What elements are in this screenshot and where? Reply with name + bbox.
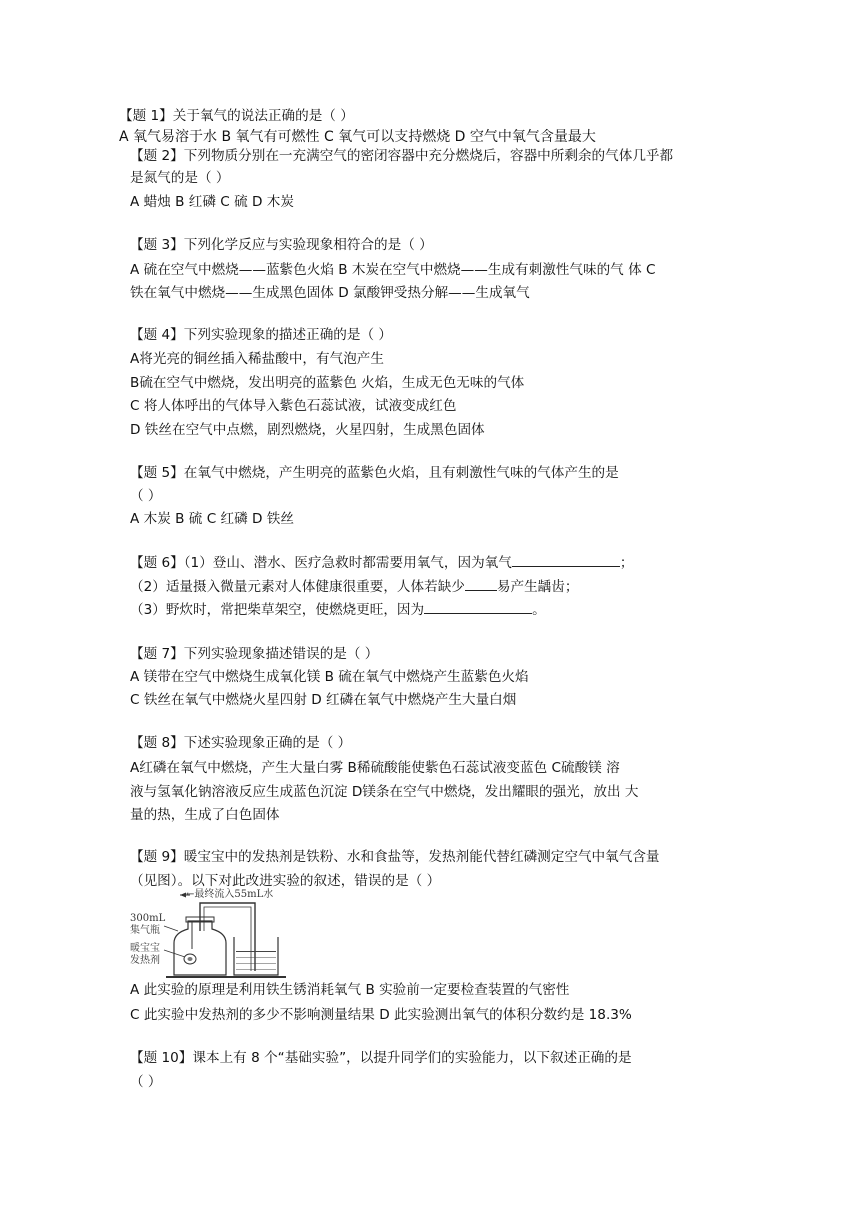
question-6-part-1-tail: ； bbox=[619, 555, 634, 571]
question-1-stem: 【题 1】关于氧气的说法正确的是（ ） bbox=[119, 108, 354, 124]
figure-label-warmer: 暖宝宝 bbox=[130, 943, 160, 954]
question-6-part-2-text: （2）适量摄入微量元素对人体健康很重要，人体若缺少 bbox=[130, 579, 465, 595]
answer-blank[interactable] bbox=[465, 577, 497, 591]
question-5-stem: 【题 5】在氧气中燃烧，产生明亮的蓝紫色火焰，且有刺激性气味的气体产生的是 bbox=[130, 465, 619, 481]
figure-label-agent: 发热剂 bbox=[130, 955, 160, 966]
question-6-part-1-text: 【题 6】（1）登山、潜水、医疗急救时都需要用氧气，因为氧气 bbox=[130, 555, 512, 571]
question-6-part-3-tail: 。 bbox=[532, 602, 546, 618]
question-10-stem-cont: （ ） bbox=[130, 1074, 162, 1090]
figure-label-bottle: 集气瓶 bbox=[130, 925, 160, 936]
question-8-options-line3: 量的热，生成了白色固体 bbox=[130, 807, 280, 823]
question-7-options-line1: A 镁带在空气中燃烧生成氧化镁 B 硫在氧气中燃烧产生蓝紫色火焰 bbox=[130, 669, 529, 685]
question-6-part-2 bbox=[130, 577, 578, 596]
question-9-options-line2: C 此实验中发热剂的多少不影响测量结果 D 此实验测出氧气的体积分数约是 18.3% bbox=[130, 1007, 632, 1023]
question-4-option-a: A将光亮的铜丝插入稀盐酸中，有气泡产生 bbox=[130, 351, 384, 367]
question-8-stem: 【题 8】下述实验现象正确的是（ ） bbox=[130, 735, 352, 751]
question-4-option-b: B硫在空气中燃烧，发出明亮的蓝紫色 火焰，生成无色无味的气体 bbox=[130, 375, 525, 391]
question-6-part-3 bbox=[130, 600, 546, 619]
question-5-stem-cont: （ ） bbox=[130, 488, 162, 504]
question-7-options-line2: C 铁丝在氧气中燃烧火星四射 D 红磷在氧气中燃烧产生大量白烟 bbox=[130, 692, 517, 708]
question-3-options-line2: 铁在氧气中燃烧——生成黑色固体 D 氯酸钾受热分解——生成氧气 bbox=[130, 285, 530, 301]
figure-arrow-label: ←最终流入55mL水 bbox=[186, 889, 274, 900]
question-6-part-1 bbox=[130, 553, 633, 572]
figure-label-volume: 300mL bbox=[130, 913, 166, 924]
question-3-options-line1: A 硫在空气中燃烧——蓝紫色火焰 B 木炭在空气中燃烧——生成有刺激性气味的气 体 C bbox=[130, 262, 656, 278]
question-6-part-2-tail: 易产生龋齿； bbox=[496, 579, 579, 595]
question-6-part-3-text: （3）野炊时，常把柴草架空，使燃烧更旺，因为 bbox=[130, 602, 425, 618]
question-8-options-line2: 液与氢氧化钠溶液反应生成蓝色沉淀 D镁条在空气中燃烧，发出耀眼的强光，放出 大 bbox=[130, 784, 639, 800]
answer-blank[interactable] bbox=[512, 553, 620, 567]
question-3-stem: 【题 3】下列化学反应与实验现象相符合的是（ ） bbox=[130, 237, 433, 253]
question-4-option-d: D 铁丝在空气中点燃，剧烈燃烧，火星四射，生成黑色固体 bbox=[130, 422, 485, 438]
question-9-stem: 【题 9】暖宝宝中的发热剂是铁粉、水和食盐等，发热剂能代替红磷测定空气中氧气含量 bbox=[130, 849, 660, 865]
question-1-options: A 氧气易溶于水 B 氧气有可燃性 C 氧气可以支持燃烧 D 空气中氧气含量最大 bbox=[119, 129, 596, 145]
question-5-options: A 木炭 B 硫 C 红磷 D 铁丝 bbox=[130, 511, 294, 527]
question-4-stem: 【题 4】下列实验现象的描述正确的是（ ） bbox=[130, 327, 392, 343]
question-4-option-c: C 将人体呼出的气体导入紫色石蕊试液，试液变成红色 bbox=[130, 398, 457, 414]
question-2-stem-cont: 是氮气的是（ ） bbox=[130, 170, 230, 186]
answer-blank[interactable] bbox=[424, 600, 532, 614]
question-7-stem: 【题 7】下列实验现象描述错误的是（ ） bbox=[130, 646, 379, 662]
question-9-options-line1: A 此实验的原理是利用铁生锈消耗氧气 B 实验前一定要检查装置的气密性 bbox=[130, 982, 570, 998]
question-8-options-line1: A红磷在氧气中燃烧，产生大量白雾 B稀硫酸能使紫色石蕊试液变蓝色 C硫酸镁 溶 bbox=[130, 760, 620, 776]
question-2-stem: 【题 2】下列物质分别在一充满空气的密闭容器中充分燃烧后，容器中所剩余的气体几乎都 bbox=[130, 148, 674, 164]
question-9-stem-cont: （见图）。以下对此改进实验的叙述，错误的是（ ） bbox=[130, 873, 441, 889]
question-2-options: A 蜡烛 B 红磷 C 硫 D 木炭 bbox=[130, 194, 294, 210]
question-10-stem: 【题 10】课本上有 8 个“基础实验”，以提升同学们的实验能力，以下叙述正确的是 bbox=[130, 1050, 632, 1066]
